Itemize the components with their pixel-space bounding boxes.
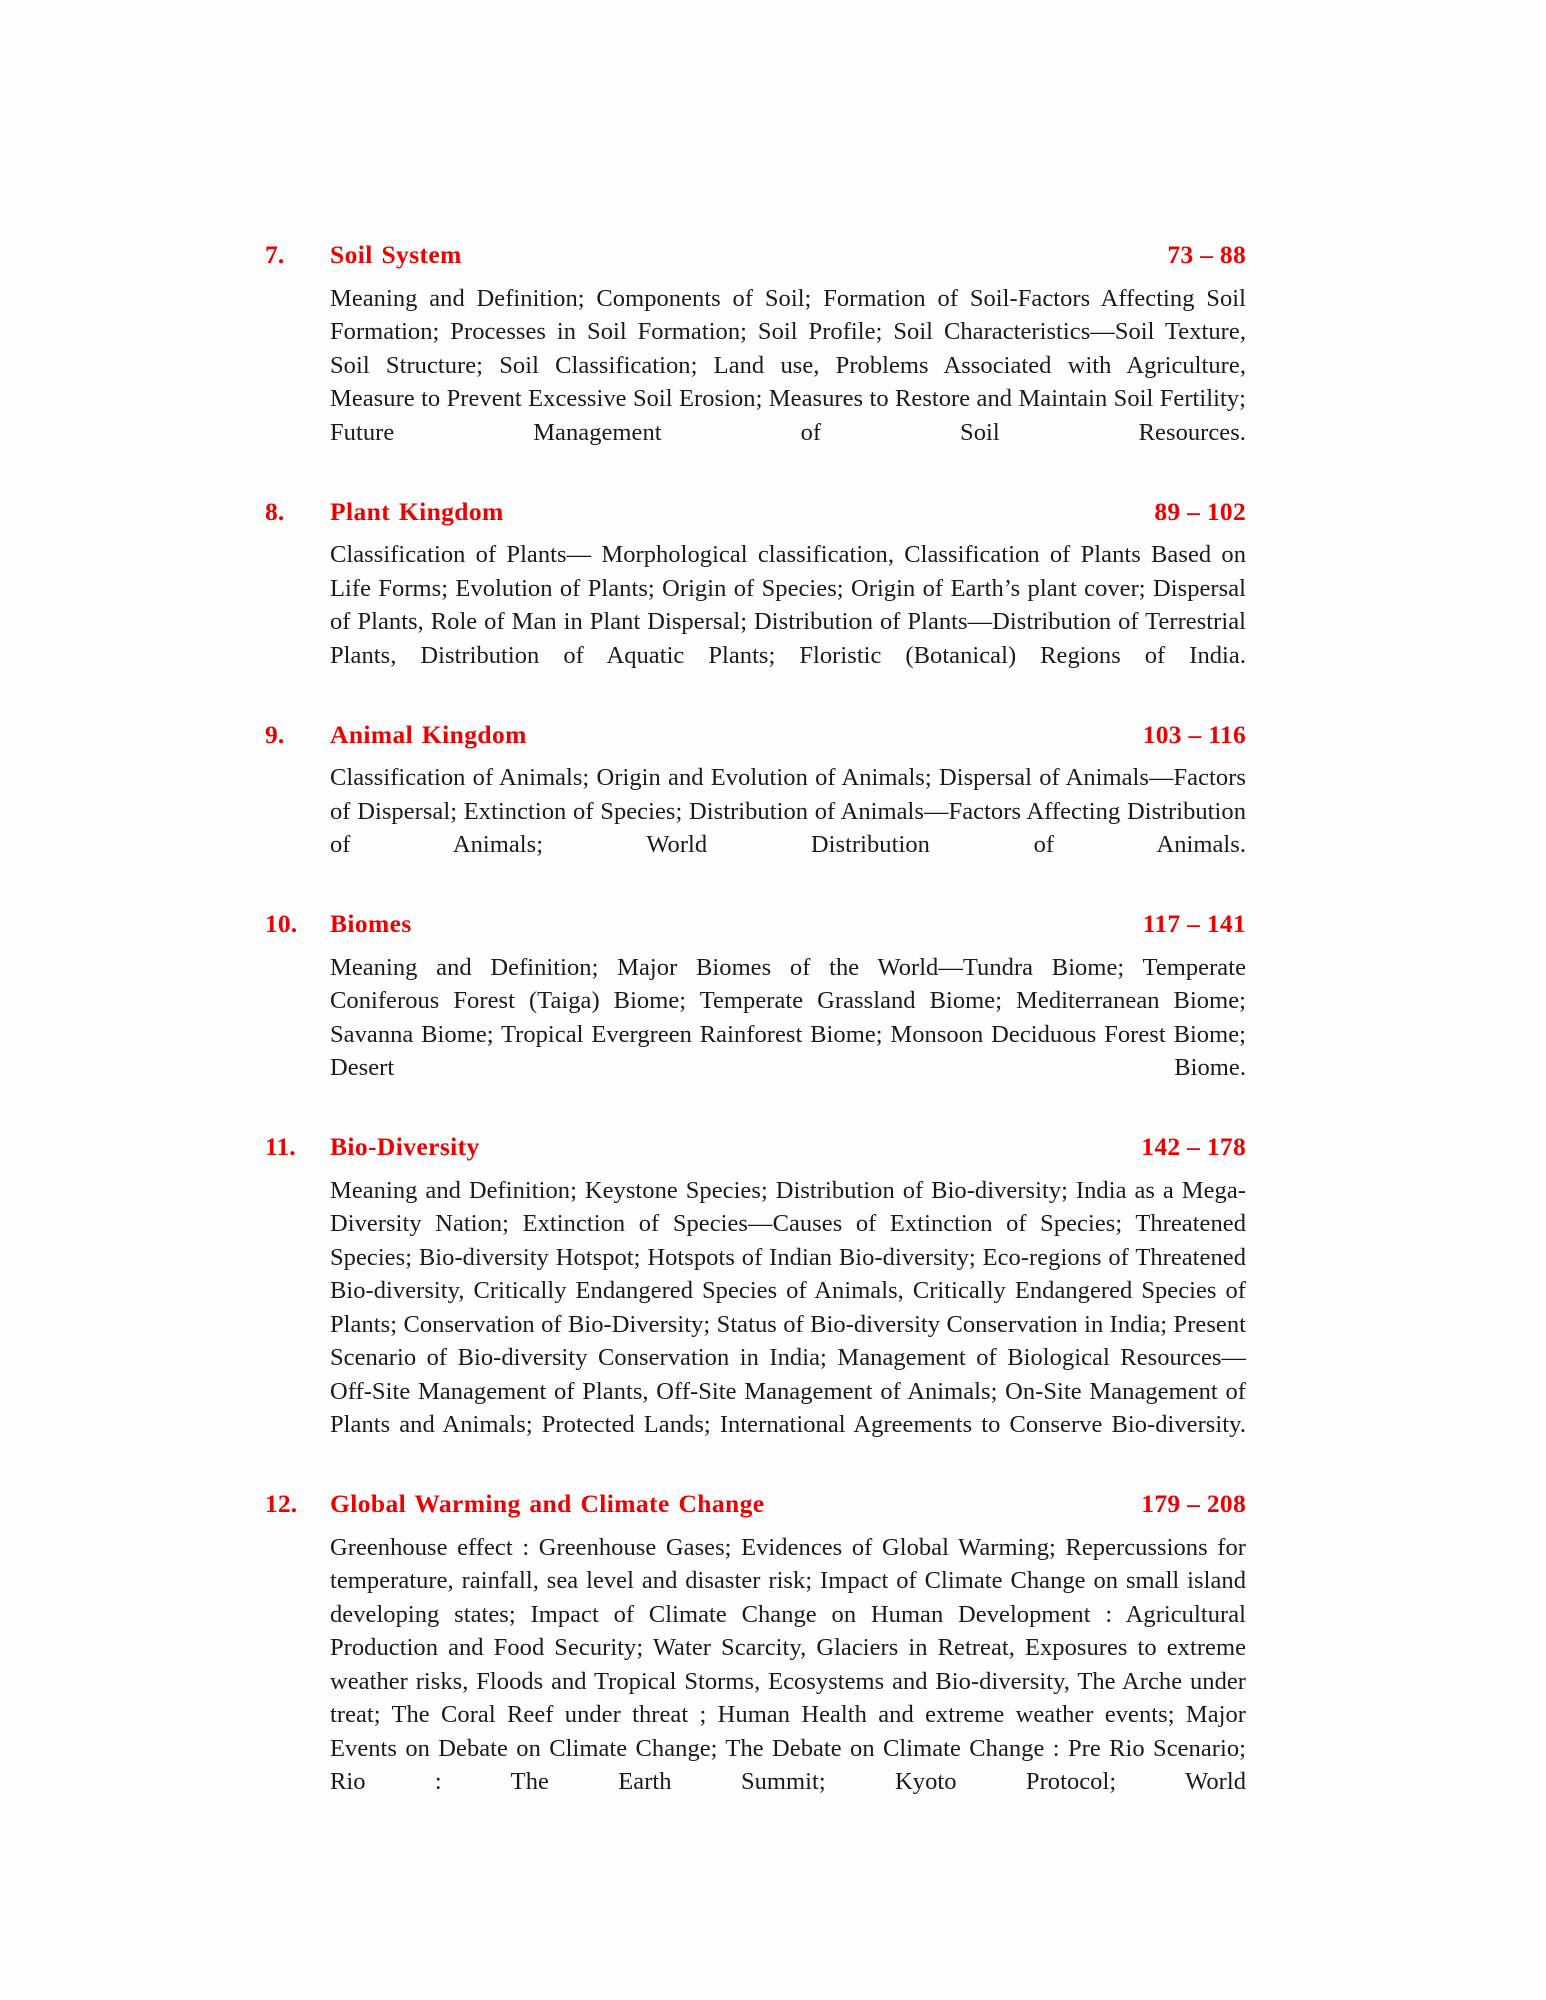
toc-entry-header <box>265 719 1246 749</box>
toc-entry-page-range: 73 – 88 <box>1167 240 1246 269</box>
toc-entry-page-range: 142 – 178 <box>1141 1132 1246 1161</box>
toc-entry-description: Meaning and Definition; Major Biomes of the World—Tundra Biome; Temperate Coniferous Forest (Taiga) Biome; Temperate Grassland Biome; Mediterranean Biome; Savanna Biome; Tropical Evergreen Rainforest Biome; Monsoon Deciduous Forest Biome; Desert Biome. <box>330 953 1246 1081</box>
toc-entry-description: Classification of Animals; Origin and Evolution of Animals; Dispersal of Animals—Factors of Dispersal; Extinction of Species; Distribution of Animals—Factors Affecting Distribution of Animals; World Distribution of Animals. <box>330 764 1246 858</box>
toc-entry-header <box>265 496 1246 526</box>
toc-entry-title[interactable]: Soil System <box>330 240 462 269</box>
toc-entry-page-range: 179 – 208 <box>1141 1489 1246 1518</box>
toc-entry-9[interactable] <box>265 719 1246 896</box>
toc-entry-description: Greenhouse effect : Greenhouse Gases; Evidences of Global Warming; Repercussions for temperature, rainfall, sea level and disaster risk; Impact of Climate Change on small island developing states; Impact of Climate Change on Human Development : Agricultural Production and Food Security; Water Scarcity, Glaciers in Retreat, Exposures to extreme weather risks, Floods and Tropical Storms, Ecosystems and Bio-diversity, The Arche under treat; The Coral Reef under threat ; Human Health and extreme weather events; Major Events on Debate on Climate Change; The Debate on Climate Change : Pre Rio Scenario; Rio : The Earth Summit; Kyoto Protocol; World <box>330 1533 1246 1795</box>
toc-entry-header <box>265 1134 1246 1160</box>
toc-entry-header <box>265 242 1246 268</box>
toc-entry-title[interactable]: Plant Kingdom <box>330 496 504 526</box>
toc-entry-number: 7. <box>265 240 285 269</box>
toc-entry-11[interactable] <box>265 1134 1246 1475</box>
toc-entry-title[interactable]: Global Warming and Climate Change <box>330 1489 765 1518</box>
toc-entry-title[interactable]: Biomes <box>330 909 412 938</box>
toc-entry-7[interactable] <box>265 242 1246 483</box>
toc-entry-header <box>265 1491 1246 1517</box>
toc-entry-description: Classification of Plants— Morphological classification, Classification of Plants Based on Life Forms; Evolution of Plants; Origin of Species; Origin of Earth’s plant cover; Dispersal of Plants, Role of Man in Plant Dispersal; Distribution of Plants—Distribution of Terrestrial Plants, Distribution of Aquatic Plants; Floristic (Botanical) Regions of India. <box>330 541 1246 669</box>
table-of-contents-list <box>265 242 1246 1848</box>
toc-entry-number: 11. <box>265 1132 296 1161</box>
toc-entry-10[interactable] <box>265 911 1246 1118</box>
toc-entry-page-range: 103 – 116 <box>1142 719 1246 749</box>
toc-entry-number: 12. <box>265 1489 298 1518</box>
toc-entry-12[interactable] <box>265 1491 1246 1832</box>
toc-entry-number: 8. <box>265 496 285 526</box>
toc-entry-8[interactable] <box>265 496 1246 706</box>
toc-entry-description: Meaning and Definition; Keystone Species; Distribution of Bio-diversity; India as a Mega-Diversity Nation; Extinction of Species—Causes of Extinction of Species; Threatened Species; Bio-diversity Hotspot; Hotspots of Indian Bio-diversity; Eco-regions of Threatened Bio-diversity, Critically Endangered Species of Animals, Critically Endangered Species of Plants; Conservation of Bio-Diversity; Status of Bio-diversity Conservation in India; Present Scenario of Bio-diversity Conservation in India; Management of Biological Resources—Off-Site Management of Plants, Off-Site Management of Animals; On-Site Management of Plants and Animals; Protected Lands; International Agreements to Conserve Bio-diversity. <box>330 1176 1246 1438</box>
toc-entry-title[interactable]: Bio-Diversity <box>330 1132 480 1161</box>
toc-entry-title[interactable]: Animal Kingdom <box>330 719 527 749</box>
toc-entry-number: 10. <box>265 909 298 938</box>
toc-entry-header <box>265 911 1246 937</box>
toc-entry-number: 9. <box>265 719 285 749</box>
toc-entry-page-range: 117 – 141 <box>1142 909 1246 938</box>
toc-entry-page-range: 89 – 102 <box>1154 496 1246 526</box>
toc-entry-description: Meaning and Definition; Components of Soil; Formation of Soil-Factors Affecting Soil Formation; Processes in Soil Formation; Soil Profile; Soil Characteristics—Soil Texture, Soil Structure; Soil Classification; Land use, Problems Associated with Agriculture, Measure to Prevent Excessive Soil Erosion; Measures to Restore and Maintain Soil Fertility; Future Management of Soil Resources. <box>330 284 1246 446</box>
